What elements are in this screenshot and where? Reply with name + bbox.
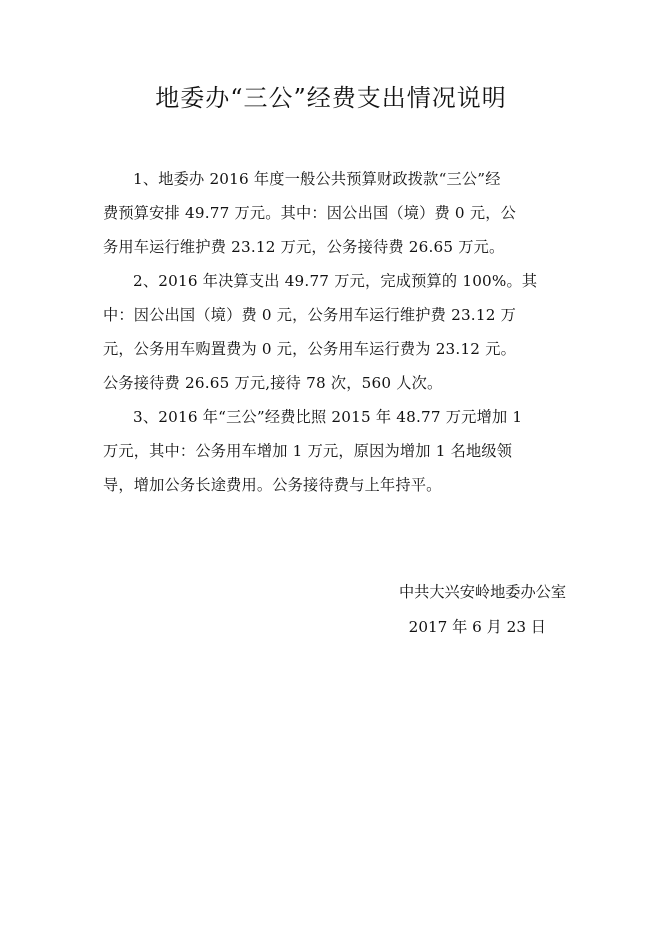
paragraph-1-line-1: 1、地委办 2016 年度一般公共预算财政拨款“三公”经 — [133, 170, 501, 188]
paragraph-3-line-1: 3、2016 年“三公”经费比照 2015 年 48.77 万元增加 1 — [133, 408, 523, 426]
paragraph-3-line-3: 导，增加公务长途费用。公务接待费与上年持平。 — [103, 476, 442, 494]
document-body — [103, 162, 571, 502]
paragraph-2-line-3: 元，公务用车购置费为 0 元，公务用车运行费为 23.12 元。 — [103, 340, 516, 358]
paragraph-2-line-1: 2、2016 年决算支出 49.77 万元，完成预算的 100%。其 — [133, 272, 538, 290]
paragraph-1-line-3: 务用车运行维护费 23.12 万元，公务接待费 26.65 万元。 — [103, 238, 505, 256]
paragraph-2-line-4: 公务接待费 26.65 万元,接待 78 次，560 人次。 — [103, 374, 443, 392]
paragraph-1-line-2: 费预算安排 49.77 万元。其中：因公出国（境）费 0 元，公 — [103, 204, 516, 222]
signature-date: 2017 年 6 月 23 日 — [408, 618, 546, 636]
paragraph-3-line-2: 万元，其中：公务用车增加 1 万元，原因为增加 1 名地级领 — [103, 442, 513, 460]
paragraph-2-line-2: 中：因公出国（境）费 0 元，公务用车运行维护费 23.12 万 — [103, 306, 516, 324]
signature-organization: 中共大兴安岭地委办公室 — [398, 583, 566, 601]
document-title: 地委办“三公”经费支出情况说明 — [155, 84, 507, 112]
